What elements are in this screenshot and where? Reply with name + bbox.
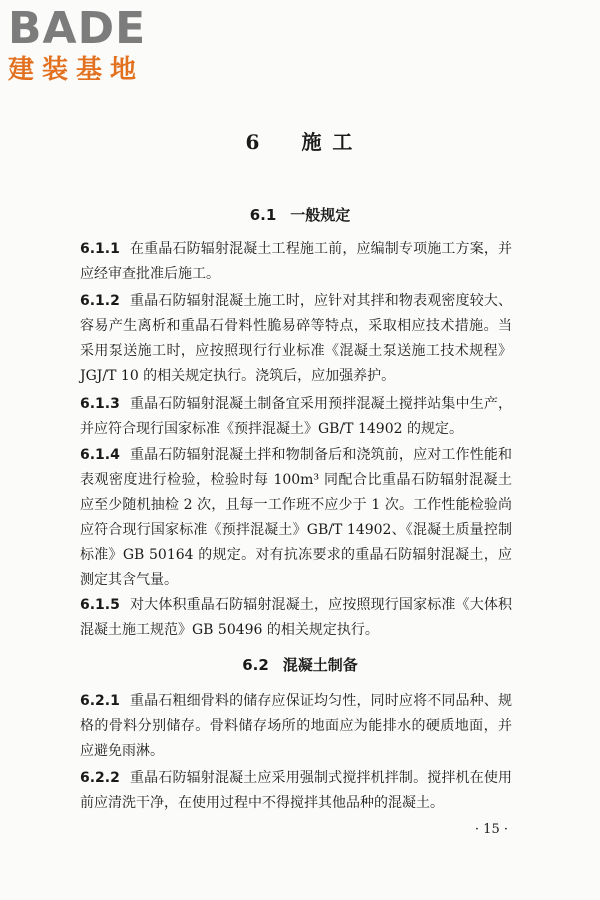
clause-number: 6.1.2	[80, 293, 120, 309]
clause-number: 6.1.5	[80, 597, 120, 613]
clause-text: 重晶石防辐射混凝土施工时，应针对其拌和物表观密度较大、容易产生离析和重晶石骨料性脆易碎等特点，采取相应技术措施。当采用泵送施工时，应按照现行行业标准《混凝土泵送施工技术规程》JGJ/T 10 的相关规定执行。浇筑后，应加强养护。	[80, 293, 512, 384]
section-title-6-1	[0, 204, 600, 225]
section-name: 一般规定	[290, 206, 351, 224]
clause-number: 6.2.1	[80, 693, 120, 709]
clause-6-1-4	[80, 443, 512, 593]
clause-text: 重晶石防辐射混凝土应采用强制式搅拌机拌制。搅拌机在使用前应清洗干净，在使用过程中不得搅拌其他品种的混凝土。	[80, 770, 512, 811]
clause-number: 6.2.2	[80, 770, 120, 786]
chapter-number: 6	[245, 130, 262, 154]
clause-text: 重晶石防辐射混凝土制备宜采用预拌混凝土搅拌站集中生产，并应符合现行国家标准《预拌混凝土》GB/T 14902 的规定。	[80, 396, 512, 437]
chapter-title	[0, 126, 600, 155]
section-number: 6.1	[249, 206, 277, 224]
clause-6-2-2	[80, 766, 512, 816]
section-name: 混凝土制备	[282, 656, 358, 674]
clause-number: 6.1.3	[80, 396, 120, 412]
clause-number: 6.1.4	[80, 447, 120, 463]
page-number: · 15 ·	[474, 822, 508, 837]
clause-6-1-3	[80, 392, 512, 442]
chapter-name: 施 工	[301, 130, 355, 154]
clause-text: 重晶石防辐射混凝土拌和物制备后和浇筑前，应对工作性能和表观密度进行检验，检验时每 100m³ 同配合比重晶石防辐射混凝土应至少随机抽检 2 次，且每一工作班不应少于 1 次。工作性能检验尚应符合现行国家标准《预拌混凝土》GB/T 14902、《混凝土质量控制标准》GB 50164 的规定。对有抗冻要求的重晶石防辐射混凝土，应测定其含气量。	[80, 447, 512, 588]
clause-number: 6.1.1	[80, 241, 120, 257]
clause-text: 在重晶石防辐射混凝土工程施工前，应编制专项施工方案，并应经审查批准后施工。	[80, 241, 512, 282]
clause-6-2-1	[80, 689, 512, 764]
clause-6-1-2	[80, 289, 512, 389]
clause-text: 重晶石粗细骨料的储存应保证均匀性，同时应将不同品种、规格的骨料分别储存。骨料储存场所的地面应为能排水的硬质地面，并应避免雨淋。	[80, 693, 512, 759]
brand-logo	[8, 3, 147, 86]
section-title-6-2	[0, 654, 600, 675]
clause-6-1-5	[80, 593, 512, 643]
clause-text: 对大体积重晶石防辐射混凝土，应按照现行国家标准《大体积混凝土施工规范》GB 50496 的相关规定执行。	[80, 597, 512, 638]
logo-subtitle: 建装基地	[8, 55, 145, 85]
section-number: 6.2	[242, 656, 269, 674]
logo-wordmark: BADE	[8, 3, 147, 54]
clause-6-1-1	[80, 237, 512, 287]
